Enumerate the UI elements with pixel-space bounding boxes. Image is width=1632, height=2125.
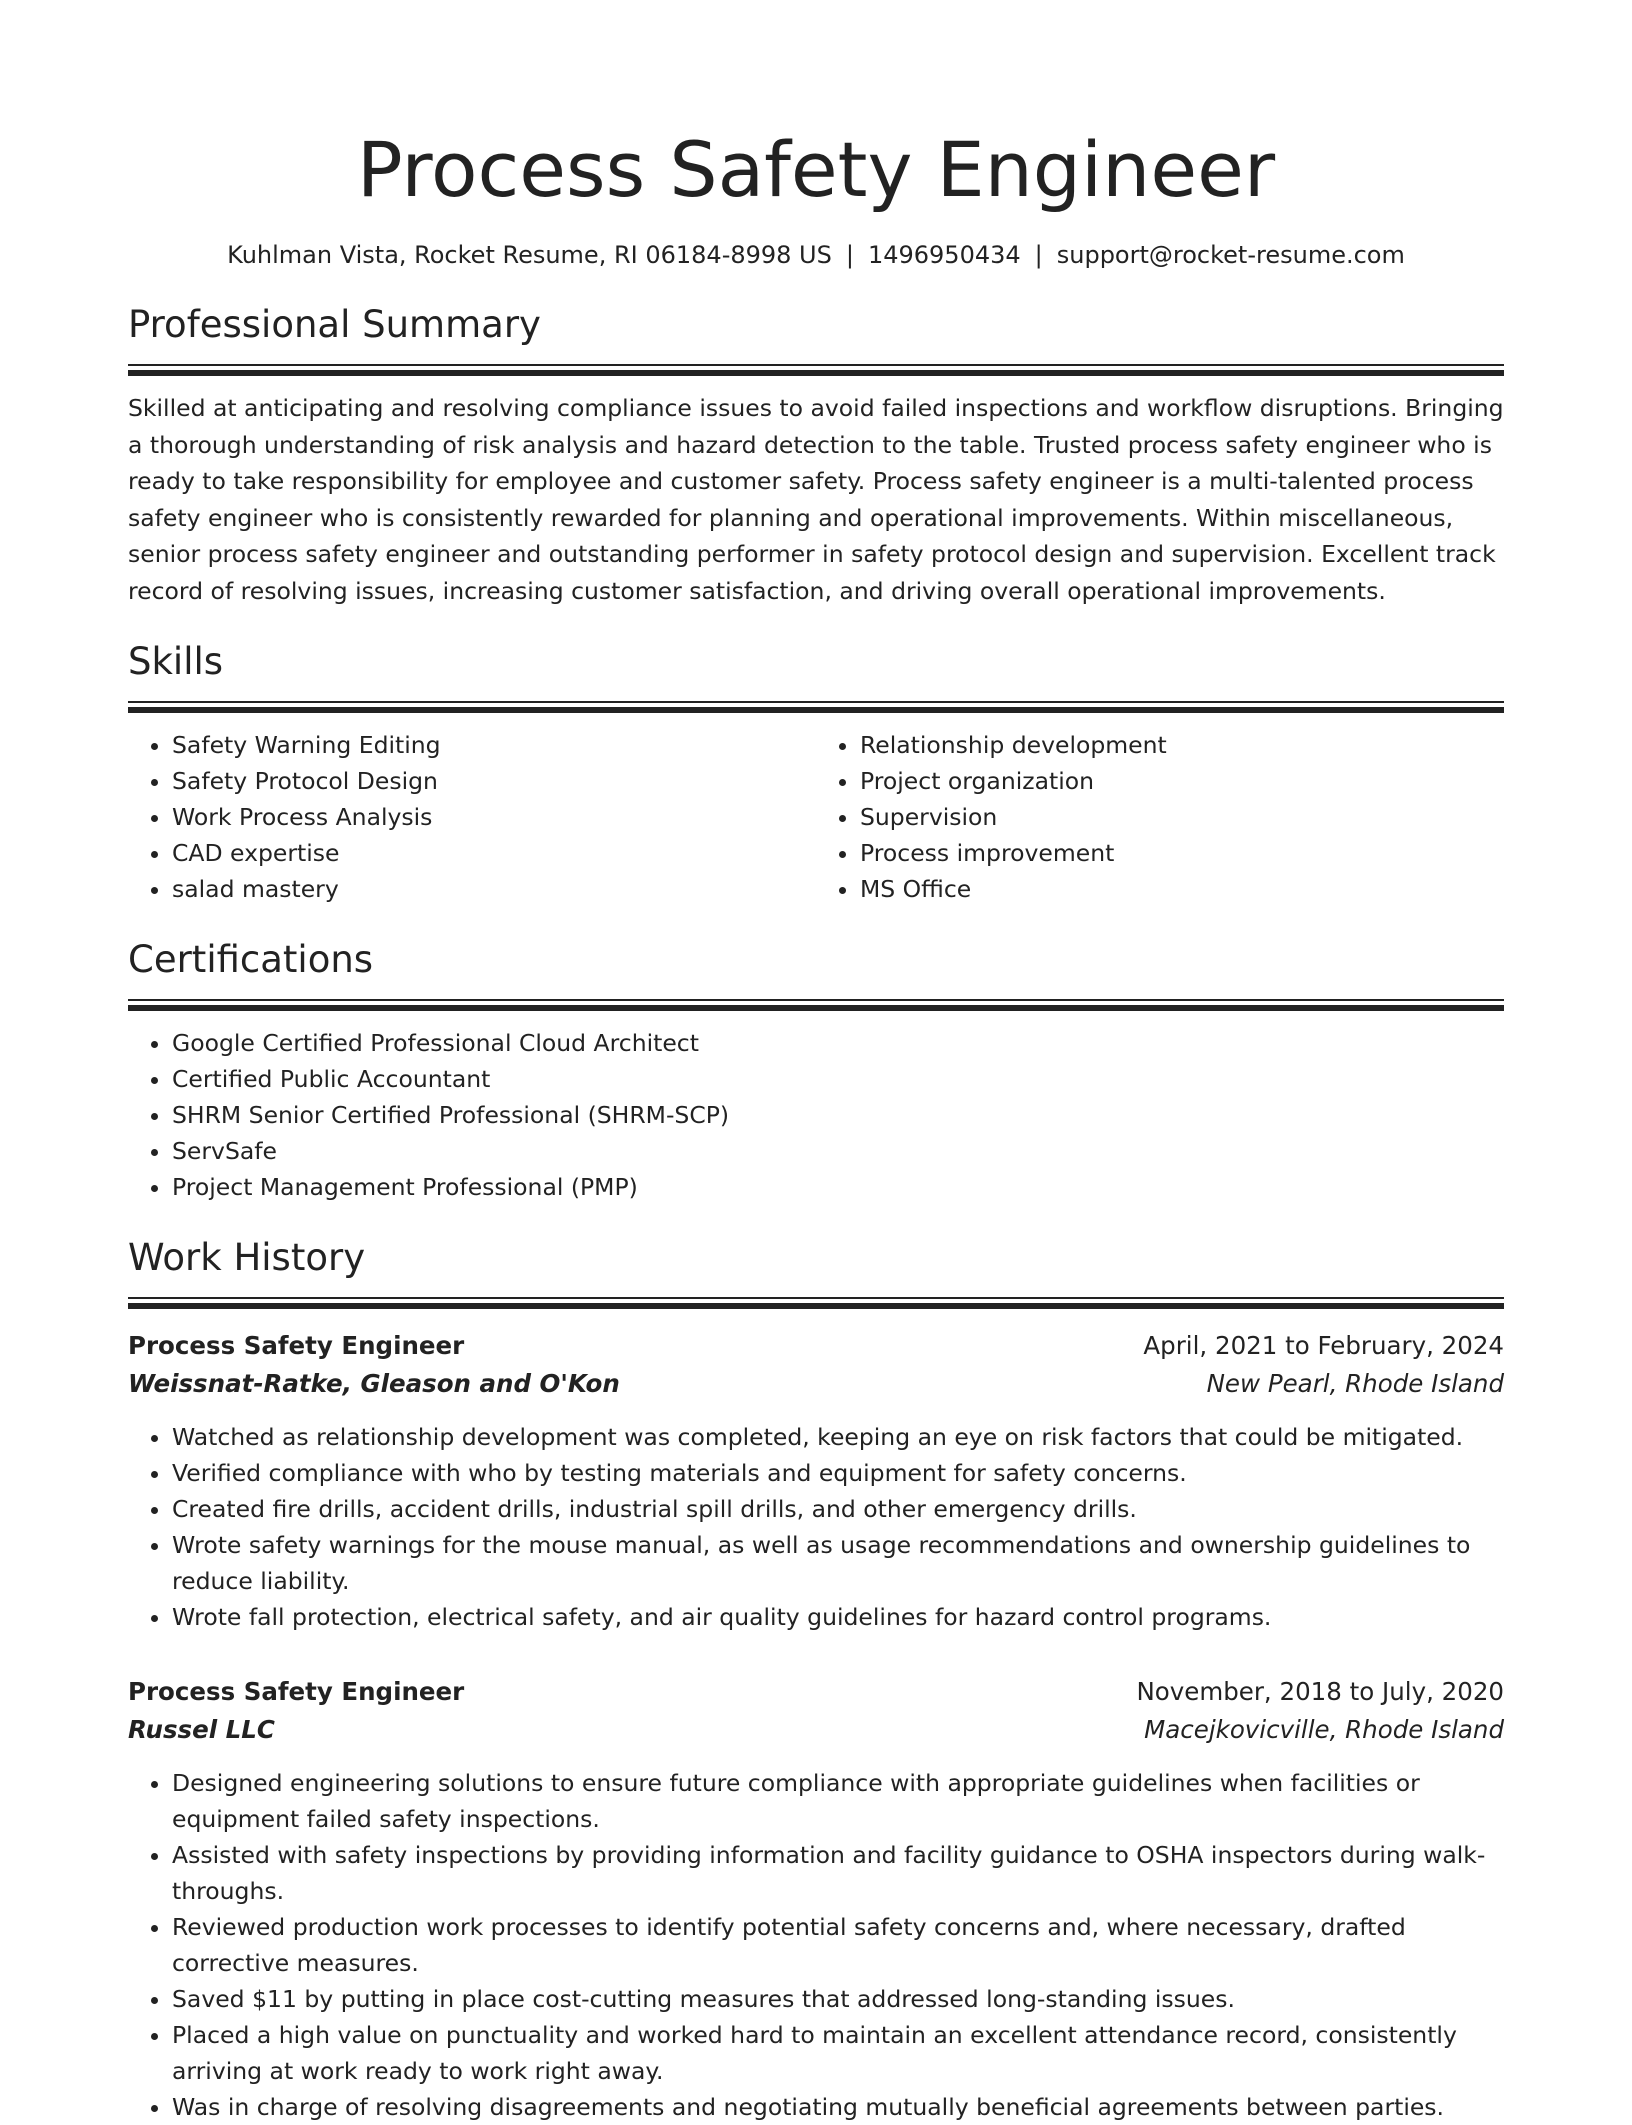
skill-item: • Work Process Analysis [172, 799, 816, 835]
job-bullet: • Designed engineering solutions to ensure future compliance with appropriate guidelines when facilities or equipment failed safety inspections. [172, 1765, 1504, 1837]
job-title: Process Safety Engineer [128, 1331, 465, 1360]
job-company: Russel LLC [128, 1715, 275, 1744]
section-divider [128, 701, 1504, 713]
page-title: Process Safety Engineer [356, 125, 1276, 214]
skills-list-right [816, 727, 1504, 907]
certification-item: • ServSafe [172, 1133, 1504, 1169]
job-dates: November, 2018 to July, 2020 [1136, 1677, 1504, 1706]
work-history-heading: Work History [128, 1236, 366, 1279]
job-bullet: • Placed a high value on punctuality and worked hard to maintain an excellent attendance record, consistently arriving at work ready to work right away. [172, 2017, 1504, 2089]
skill-item: • Supervision [860, 799, 1504, 835]
resume-page [128, 0, 1504, 2125]
job-bullet: • Reviewed production work processes to identify potential safety concerns and, where necessary, drafted corrective measures. [172, 1909, 1504, 1981]
skill-item: • Process improvement [860, 835, 1504, 871]
section-divider [128, 1297, 1504, 1309]
skill-item: • MS Office [860, 871, 1504, 907]
summary-heading: Professional Summary [128, 303, 541, 346]
contact-email[interactable]: support@rocket-resume.com [1056, 241, 1405, 269]
job-bullet: • Created fire drills, accident drills, industrial spill drills, and other emergency drills. [172, 1491, 1504, 1527]
job-bullets [128, 1419, 1504, 1635]
certifications-section [128, 935, 1504, 1205]
work-history-section [128, 1233, 1504, 2125]
section-divider [128, 999, 1504, 1011]
contact-line [128, 238, 1504, 272]
section-divider [128, 364, 1504, 376]
job-bullet: • Wrote fall protection, electrical safety, and air quality guidelines for hazard control programs. [172, 1599, 1504, 1635]
contact-address: Kuhlman Vista, Rocket Resume, RI 06184-8998 US [227, 241, 832, 269]
certifications-heading: Certifications [128, 938, 374, 981]
skills-grid [128, 727, 1504, 907]
job-title: Process Safety Engineer [128, 1677, 465, 1706]
skill-item: • CAD expertise [172, 835, 816, 871]
certification-item: • Certified Public Accountant [172, 1061, 1504, 1097]
job-location: Macejkovicville, Rhode Island [1144, 1715, 1504, 1744]
job-bullet: • Verified compliance with who by testing materials and equipment for safety concerns. [172, 1455, 1504, 1491]
skill-item: • Safety Protocol Design [172, 763, 816, 799]
skills-list-left [128, 727, 816, 907]
skill-item: • Relationship development [860, 727, 1504, 763]
job-bullet: • Wrote safety warnings for the mouse manual, as well as usage recommendations and ownership guidelines to reduce liability. [172, 1527, 1504, 1599]
certification-item: • Project Management Professional (PMP) [172, 1169, 1504, 1205]
job-location: New Pearl, Rhode Island [1206, 1369, 1504, 1398]
job-entry [128, 1327, 1504, 1635]
summary-section [128, 300, 1504, 609]
summary-text: Skilled at anticipating and resolving compliance issues to avoid failed inspections and workflow disruptions. Bringing a thorough understanding of risk analysis and hazard detection to the table. Trusted process safety engineer who is ready to take responsibility for employee and customer safety. Process safety engineer is a multi-talented process safety engineer who is consistently rewarded for planning and operational improvements. Within miscellaneous, senior process safety engineer and outstanding performer in safety protocol design and supervision. Excellent track record of resolving issues, increasing customer satisfaction, and driving overall operational improvements. [128, 394, 1504, 605]
skill-item: • Safety Warning Editing [172, 727, 816, 763]
job-bullet: • Watched as relationship development was completed, keeping an eye on risk factors that could be mitigated. [172, 1419, 1504, 1455]
job-dates: April, 2021 to February, 2024 [1143, 1331, 1504, 1360]
skills-section [128, 637, 1504, 907]
contact-separator: | [1034, 241, 1043, 269]
contact-separator: | [845, 241, 854, 269]
job-bullet: • Was in charge of resolving disagreements and negotiating mutually beneficial agreements between parties. [172, 2089, 1504, 2125]
job-entry [128, 1673, 1504, 2125]
contact-phone: 1496950434 [867, 241, 1021, 269]
skills-heading: Skills [128, 640, 224, 683]
certifications-list [128, 1025, 1504, 1205]
skill-item: • Project organization [860, 763, 1504, 799]
skill-item: • salad mastery [172, 871, 816, 907]
certification-item: • SHRM Senior Certified Professional (SHRM-SCP) [172, 1097, 1504, 1133]
job-bullets [128, 1765, 1504, 2125]
job-bullet: • Saved $11 by putting in place cost-cutting measures that addressed long-standing issues. [172, 1981, 1504, 2017]
certification-item: • Google Certified Professional Cloud Architect [172, 1025, 1504, 1061]
job-bullet: • Assisted with safety inspections by providing information and facility guidance to OSHA inspectors during walk-throughs. [172, 1837, 1504, 1909]
job-company: Weissnat-Ratke, Gleason and O'Kon [128, 1369, 620, 1398]
